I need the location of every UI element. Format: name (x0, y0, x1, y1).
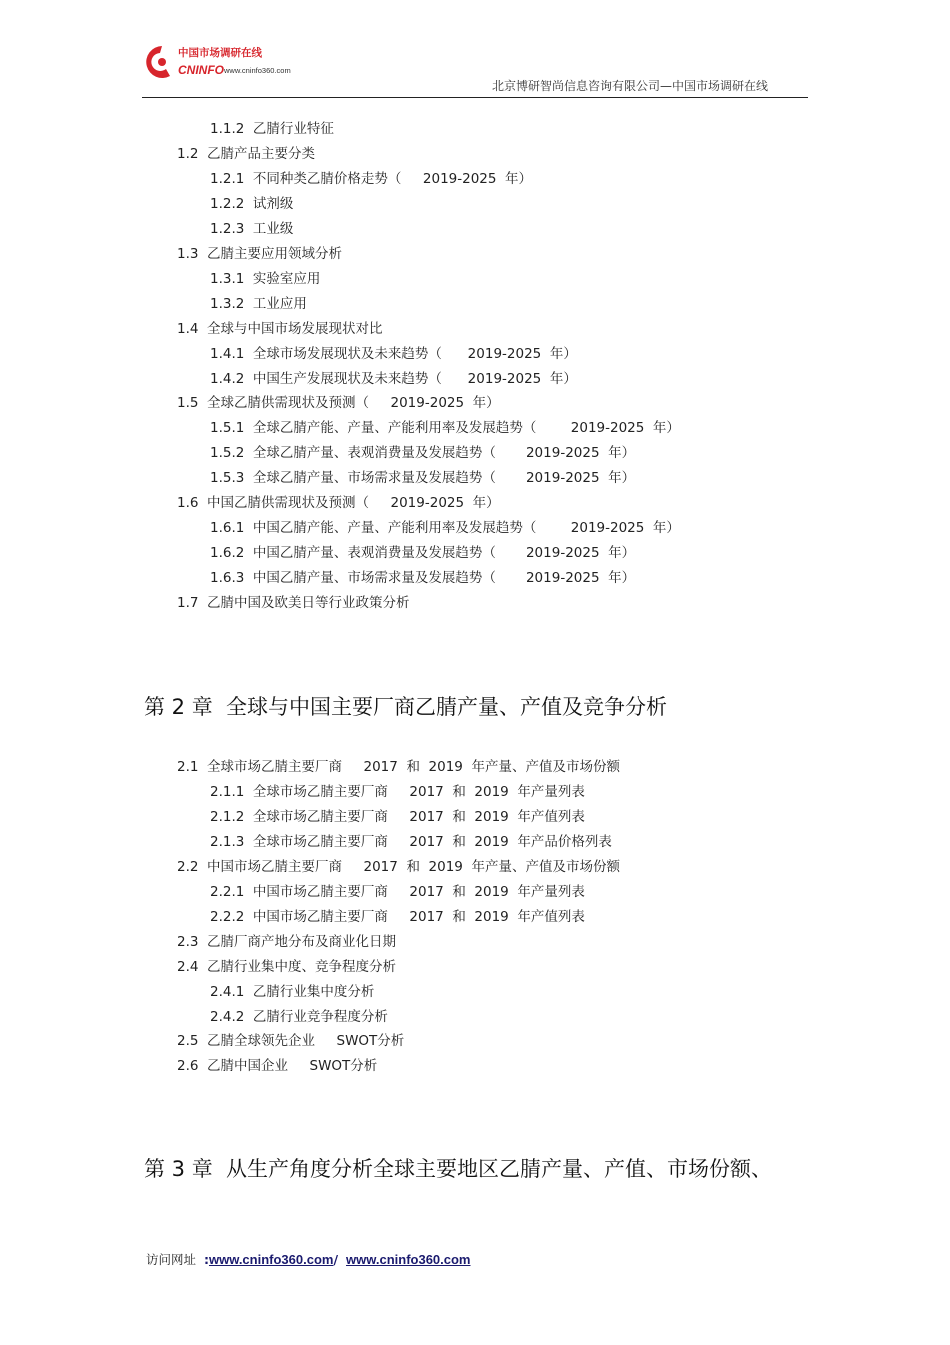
footer-label: 访问网址 (146, 1252, 197, 1267)
toc-subsection-item: 2.2.1 中国市场乙腈主要厂商 2017 和 2019 年产量列表 (210, 883, 585, 900)
toc-subsection-item: 1.5.3 全球乙腈产量、市场需求量及发展趋势（ 2019-2025 年） (210, 470, 636, 487)
cninfo-logo (140, 42, 300, 82)
toc-section-item: 2.3 乙腈厂商产地分布及商业化日期 (177, 933, 397, 950)
chapter2-title: 第 2 章 全球与中国主要厂商乙腈产量、产值及竞争分析 (144, 695, 668, 719)
toc-subsection-item: 1.6.1 中国乙腈产能、产量、产能利用率及发展趋势（ 2019-2025 年） (210, 520, 680, 537)
toc-section-item: 2.2 中国市场乙腈主要厂商 2017 和 2019 年产量、产值及市场份额 (177, 858, 620, 875)
toc-subsection-item: 1.2.1 不同种类乙腈价格走势（ 2019-2025 年） (210, 170, 533, 187)
toc-subsection-item: 1.3.2 工业应用 (210, 295, 307, 312)
page-header (140, 38, 808, 98)
toc-subsection-item: 1.6.2 中国乙腈产量、表观消费量及发展趋势（ 2019-2025 年） (210, 545, 636, 562)
toc-section-item: 1.5 全球乙腈供需现状及预测（ 2019-2025 年） (177, 395, 500, 412)
toc-subsection-item: 1.6.3 中国乙腈产量、市场需求量及发展趋势（ 2019-2025 年） (210, 570, 636, 587)
toc-section-item: 2.1 全球市场乙腈主要厂商 2017 和 2019 年产量、产值及市场份额 (177, 759, 620, 775)
logo-url-text: www.cninfo360.com (224, 66, 291, 75)
footer (146, 1250, 471, 1268)
toc-subsection-item: 2.1.2 全球市场乙腈主要厂商 2017 和 2019 年产值列表 (210, 808, 585, 825)
toc-subsection-item: 2.4.1 乙腈行业集中度分析 (210, 983, 375, 1000)
header-rule (142, 97, 808, 98)
toc-subsection-item: 2.1.1 全球市场乙腈主要厂商 2017 和 2019 年产量列表 (210, 783, 585, 800)
toc-section-item: 1.7 乙腈中国及欧美日等行业政策分析 (177, 595, 410, 612)
toc-section-item: 2.4 乙腈行业集中度、竞争程度分析 (177, 958, 397, 975)
chapter3-title: 第 3 章 从生产角度分析全球主要地区乙腈产量、产值、市场份额、 (144, 1157, 773, 1181)
toc-subsection-item: 1.4.1 全球市场发展现状及未来趋势（ 2019-2025 年） (210, 345, 577, 362)
toc-section-item: 1.2 乙腈产品主要分类 (177, 145, 316, 162)
company-name: 北京博研智尚信息咨询有限公司—中国市场调研在线 (491, 79, 768, 93)
logo-en-text: CNINFO (178, 63, 224, 77)
toc-section-item: 1.3 乙腈主要应用领域分析 (177, 245, 343, 262)
toc-subsection-item: 2.1.3 全球市场乙腈主要厂商 2017 和 2019 年产品价格列表 (210, 833, 612, 850)
toc-section-item: 1.4 全球与中国市场发展现状对比 (177, 320, 383, 337)
toc-subsection-item: 1.3.1 实验室应用 (210, 270, 321, 287)
toc-subsection-item: 2.2.2 中国市场乙腈主要厂商 2017 和 2019 年产值列表 (210, 908, 585, 925)
footer-link-2[interactable]: www.cninfo360.com (346, 1252, 471, 1267)
footer-link-1[interactable]: www.cninfo360.com (208, 1252, 334, 1267)
logo-cn-text: 中国市场调研在线 (178, 47, 262, 59)
toc-section-item: 2.6 乙腈中国企业 SWOT分析 (177, 1058, 378, 1075)
toc-subsection-item: 1.4.2 中国生产发展现状及未来趋势（ 2019-2025 年） (210, 370, 577, 387)
toc-subsection-item: 1.2.2 试剂级 (210, 195, 294, 212)
toc-subsection-item: 1.5.1 全球乙腈产能、产量、产能利用率及发展趋势（ 2019-2025 年） (210, 420, 680, 437)
footer-separator: / (333, 1252, 339, 1267)
toc-subsection-item: 1.2.3 工业级 (210, 220, 294, 237)
toc-subsection-item: 2.4.2 乙腈行业竞争程度分析 (210, 1008, 388, 1025)
toc-section-item: 1.6 中国乙腈供需现状及预测（ 2019-2025 年） (177, 495, 500, 512)
toc-subsection-item: 1.1.2 乙腈行业特征 (210, 121, 334, 137)
toc-subsection-item: 1.5.2 全球乙腈产量、表观消费量及发展趋势（ 2019-2025 年） (210, 445, 636, 462)
toc-section-item: 2.5 乙腈全球领先企业 SWOT分析 (177, 1033, 405, 1050)
footer-prefix: : (203, 1252, 209, 1267)
